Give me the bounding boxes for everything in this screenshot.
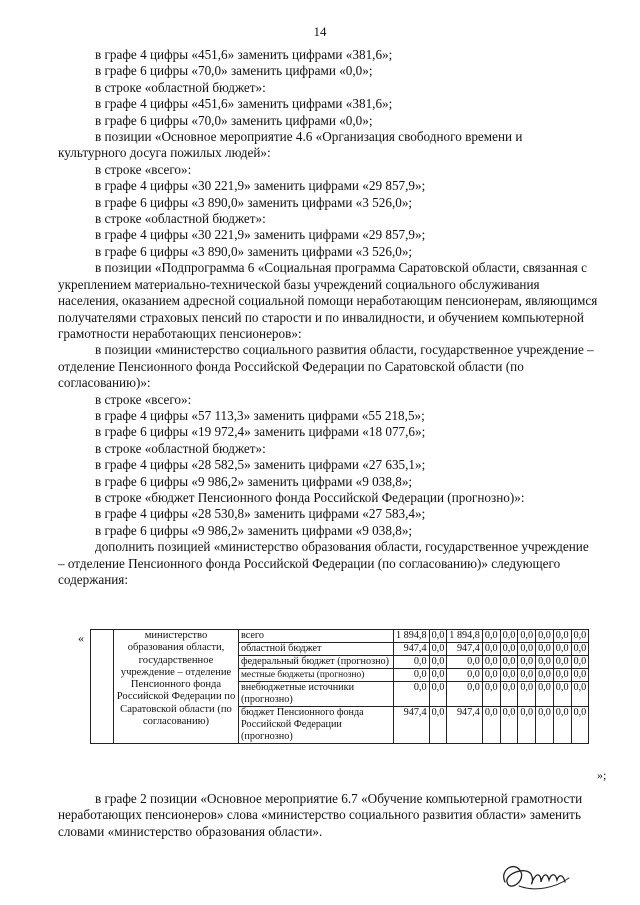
value-cell: 0,0 — [429, 682, 447, 707]
value-cell: 0,0 — [429, 643, 447, 656]
page-number: 14 — [313, 24, 327, 39]
text-line: в строке «бюджет Пенсионного фонда Российской Федерации (прогнозно)»: — [95, 489, 525, 505]
signature-icon — [495, 852, 575, 902]
value-cell: 0,0 — [500, 630, 518, 643]
value-cell: 0,0 — [500, 669, 518, 682]
value-cell: 0,0 — [447, 682, 483, 707]
amendment-text — [58, 47, 598, 588]
text-paragraph: в позиции «Подпрограмма 6 «Социальная программа Саратовской области, связанная с укреплением материально-технической базы учреждений социального обслуживания населения, оказанием адресной социальной помощи неработающим пенсионерам, являющимся получателями страховых пенсий по старости и по инвалидности, и обучением компьютерной грамотности неработающих пенсионеров»: — [58, 260, 598, 341]
text-line: в строке «областной бюджет»: — [95, 440, 266, 456]
value-cell: 0,0 — [447, 656, 483, 669]
value-cell: 0,0 — [500, 707, 518, 744]
text-line: в графе 4 цифры «30 221,9» заменить цифрами «29 857,9»; — [95, 227, 426, 243]
value-cell: 0,0 — [518, 669, 536, 682]
value-cell: 0,0 — [553, 643, 571, 656]
text-line: в графе 6 цифры «70,0» заменить цифрами «0,0»; — [95, 63, 373, 79]
text-line: в строке «всего»: — [95, 391, 192, 407]
value-cell: 1 894,8 — [394, 630, 430, 643]
value-cell: 0,0 — [536, 682, 554, 707]
close-quote: »; — [597, 768, 607, 782]
value-cell: 0,0 — [536, 669, 554, 682]
value-cell: 0,0 — [447, 669, 483, 682]
empty-cell — [91, 630, 114, 744]
agency-cell: министерство образования области, государственное учреждение – отделение Пенсионного фонда Российской Федерации по Саратовской области (по согласованию) — [114, 630, 239, 744]
value-cell: 947,4 — [447, 707, 483, 744]
text-line: в графе 6 цифры «3 890,0» заменить цифрами «3 526,0»; — [95, 194, 413, 210]
value-cell: 0,0 — [571, 682, 589, 707]
value-cell: 0,0 — [536, 707, 554, 744]
text-line: в строке «областной бюджет»: — [95, 211, 266, 227]
closing-paragraph: в графе 2 позиции «Основное мероприятие 6.7 «Обучение компьютерной грамотности неработающих пенсионеров» слова «министерство социального развития области» заменить словами «министерство образования области». — [58, 791, 583, 839]
text-line: в графе 6 цифры «70,0» заменить цифрами «0,0»; — [95, 112, 373, 128]
value-cell: 0,0 — [518, 682, 536, 707]
value-cell: 0,0 — [500, 656, 518, 669]
value-cell: 0,0 — [394, 656, 430, 669]
text-paragraph: в позиции «министерство социального развития области, государственное учреждение – отделение Пенсионного фонда Российской Федерации по Саратовской области (по согласованию)»: — [58, 342, 594, 391]
value-cell: 947,4 — [447, 643, 483, 656]
text-paragraph: в позиции «Основное мероприятие 4.6 «Организация свободного времени и культурного досуга пожилых людей»: — [58, 129, 523, 161]
text-line: в графе 6 цифры «19 972,4» заменить цифрами «18 077,6»; — [95, 424, 426, 440]
text-line: в графе 6 цифры «3 890,0» заменить цифрами «3 526,0»; — [95, 243, 413, 259]
source-cell: бюджет Пенсионного фонда Российской Федерации (прогнозно) — [239, 707, 394, 744]
value-cell: 0,0 — [518, 707, 536, 744]
value-cell: 0,0 — [482, 643, 500, 656]
text-line: в графе 6 цифры «9 986,2» заменить цифрами «9 038,8»; — [95, 522, 413, 538]
value-cell: 0,0 — [536, 656, 554, 669]
value-cell: 0,0 — [482, 630, 500, 643]
source-cell: внебюджетные источники (прогнозно) — [239, 682, 394, 707]
value-cell: 0,0 — [429, 630, 447, 643]
value-cell: 0,0 — [553, 656, 571, 669]
value-cell: 1 894,8 — [447, 630, 483, 643]
text-line: в графе 4 цифры «28 582,5» заменить цифрами «27 635,1»; — [95, 457, 426, 473]
value-cell: 0,0 — [482, 656, 500, 669]
text-line: в строке «всего»: — [95, 161, 192, 177]
value-cell: 0,0 — [482, 707, 500, 744]
value-cell: 0,0 — [482, 669, 500, 682]
source-cell: федеральный бюджет (прогнозно) — [239, 656, 394, 669]
value-cell: 0,0 — [553, 669, 571, 682]
text-line: в графе 4 цифры «30 221,9» заменить цифрами «29 857,9»; — [95, 178, 426, 194]
value-cell: 0,0 — [571, 643, 589, 656]
open-quote: « — [78, 631, 84, 645]
table-row — [91, 630, 589, 643]
value-cell: 947,4 — [394, 707, 430, 744]
text-line: в графе 4 цифры «57 113,3» заменить цифрами «55 218,5»; — [95, 407, 425, 423]
source-cell: всего — [239, 630, 394, 643]
value-cell: 0,0 — [518, 643, 536, 656]
value-cell: 0,0 — [553, 707, 571, 744]
value-cell: 0,0 — [394, 669, 430, 682]
source-cell: областной бюджет — [239, 643, 394, 656]
value-cell: 0,0 — [571, 669, 589, 682]
value-cell: 0,0 — [429, 707, 447, 744]
text-paragraph: дополнить позицией «министерство образования области, государственное учреждение – отделение Пенсионного фонда Российской Федерации (по согласованию)» следующего содержания: — [58, 539, 589, 587]
text-line: в графе 4 цифры «28 530,8» заменить цифрами «27 583,4»; — [95, 506, 426, 522]
value-cell: 0,0 — [429, 656, 447, 669]
value-cell: 0,0 — [500, 643, 518, 656]
value-cell: 0,0 — [482, 682, 500, 707]
value-cell: 0,0 — [429, 669, 447, 682]
text-line: в графе 6 цифры «9 986,2» заменить цифрами «9 038,8»; — [95, 473, 413, 489]
text-line: в графе 4 цифры «451,6» заменить цифрами «381,6»; — [95, 96, 393, 112]
text-line: в графе 4 цифры «451,6» заменить цифрами «381,6»; — [95, 47, 393, 62]
value-cell: 947,4 — [394, 643, 430, 656]
funding-table — [90, 629, 589, 744]
value-cell: 0,0 — [518, 656, 536, 669]
value-cell: 0,0 — [536, 630, 554, 643]
value-cell: 0,0 — [571, 630, 589, 643]
value-cell: 0,0 — [571, 707, 589, 744]
value-cell: 0,0 — [500, 682, 518, 707]
value-cell: 0,0 — [518, 630, 536, 643]
value-cell: 0,0 — [394, 682, 430, 707]
text-line: в строке «областной бюджет»: — [95, 79, 266, 95]
value-cell: 0,0 — [571, 656, 589, 669]
value-cell: 0,0 — [553, 682, 571, 707]
value-cell: 0,0 — [553, 630, 571, 643]
source-cell: местные бюджеты (прогнозно) — [239, 669, 394, 682]
value-cell: 0,0 — [536, 643, 554, 656]
